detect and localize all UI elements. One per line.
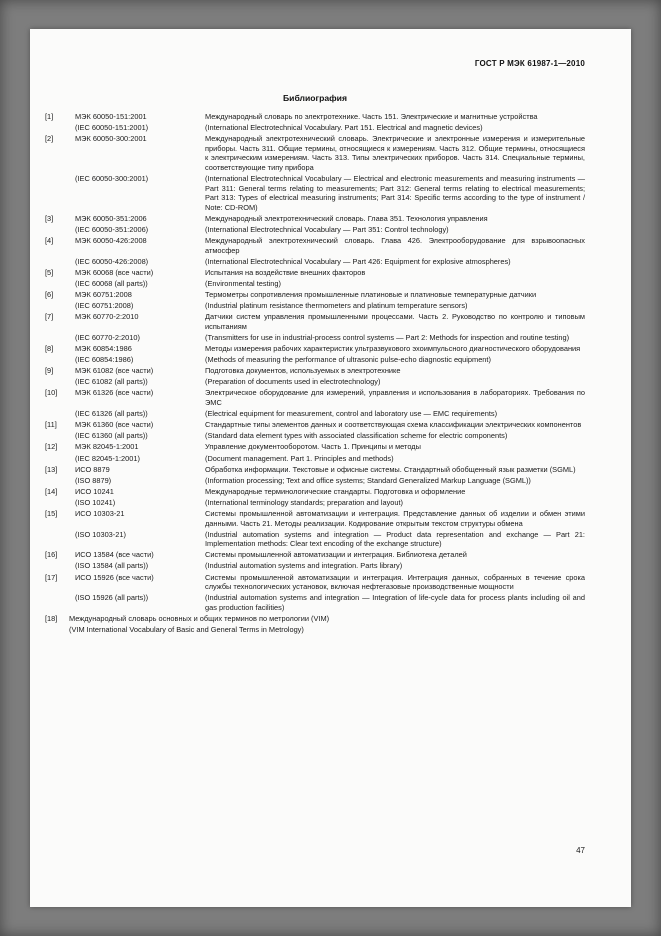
bibliography-row	[45, 312, 585, 331]
entry-text: (International Electrotechnical Vocabulary. Part 151. Electrical and magnetic devices)	[205, 123, 483, 133]
entry-number	[45, 454, 75, 464]
entry-code: МЭК 60050-151:2001	[75, 112, 147, 121]
entry-code: ИСО 10303-21	[75, 508, 125, 518]
entry-number	[45, 333, 75, 343]
bibliography-row	[45, 355, 585, 365]
entry-text: Электрическое оборудование для измерений, управления и использования в лабораториях. Требования по ЭМС	[205, 388, 585, 408]
bibliography-row	[45, 454, 585, 464]
bibliography-row	[45, 431, 585, 441]
entry-text: Международный электротехнический словарь. Электрические и электронные измерения и измерительные приборы. Часть 311. Общие термины, относящиеся к измерениям. Часть 312. Общие термины, относящиеся к электрическим измерениям. Часть 313. Типы электрических приборов. Часть 314. Специальные термины, соответствующие типу прибора	[205, 134, 585, 172]
entry-number: [6]	[45, 290, 54, 300]
entry-text: (Methods of measuring the performance of ultrasonic pulse-echo diagnostic equipment)	[205, 355, 491, 365]
bibliography-row	[45, 268, 585, 278]
entry-code: (ISO 10303-21)	[75, 529, 126, 539]
entry-code: ИСО 8879	[75, 464, 110, 474]
entry-text: (Electrical equipment for measurement, control and laboratory use — EMC requirements)	[205, 409, 498, 419]
entry-text: (Industrial platinum resistance thermometers and platinum temperature sensors)	[205, 301, 468, 311]
entry-number: [12]	[45, 442, 58, 452]
entry-number: [15]	[45, 508, 58, 518]
bibliography-row	[45, 112, 585, 122]
bibliography-row	[45, 509, 585, 528]
entry-number: [1]	[45, 112, 54, 121]
bibliography-row	[45, 174, 585, 212]
bibliography-row	[45, 420, 585, 430]
entry-text: Подготовка документов, используемых в электротехнике	[205, 366, 401, 376]
bibliography-row	[45, 236, 585, 255]
entry-text: Международный электротехнический словарь. Глава 426. Электрооборудование для взрывоопасных атмосфер	[205, 236, 585, 255]
entry-text: (Industrial automation systems and integration. Parts library)	[205, 561, 403, 571]
entry-text: Испытания на воздействие внешних факторов	[205, 267, 366, 277]
entry-code: МЭК 61082 (все части)	[75, 366, 154, 376]
bibliography-row	[45, 214, 585, 224]
bibliography-row	[45, 476, 585, 486]
bibliography-row	[45, 225, 585, 235]
entry-text: Управление документооборотом. Часть 1. Принципы и методы	[205, 442, 421, 452]
entry-number	[45, 377, 75, 387]
entry-text: Международные терминологические стандарты. Подготовка и оформление	[205, 486, 466, 496]
entry-number	[45, 301, 75, 311]
bibliography-row	[45, 530, 585, 549]
entry-number: [3]	[45, 213, 54, 223]
entry-number	[45, 257, 75, 267]
entry-text: Международный электротехнический словарь. Глава 351. Технология управления	[205, 213, 488, 223]
entry-text: Международный словарь по электротехнике. Часть 151. Электрические и магнитные устройства	[205, 112, 538, 121]
bibliography-row	[45, 593, 585, 612]
entry-number: [4]	[45, 236, 54, 246]
document-page	[30, 29, 631, 907]
bibliography-row	[45, 377, 585, 387]
entry-code: (ISO 8879)	[75, 475, 112, 485]
entry-text: Обработка информации. Текстовые и офисные системы. Стандартный обобщенный язык разметки (SGML)	[205, 464, 576, 474]
bibliography-row	[45, 301, 585, 311]
entry-code: (IEC 61326 (all parts))	[75, 409, 148, 419]
entry-text: (Information processing; Text and office systems; Standard Generalized Markup Language (SGML))	[205, 475, 531, 485]
entry-text: (International Electrotechnical Vocabulary — Part 351: Control technology)	[205, 225, 449, 235]
entry-number	[45, 476, 75, 486]
entry-code: (ISO 15926 (all parts))	[75, 593, 149, 603]
entry-text: (Transmitters for use in industrial-process control systems — Part 2: Methods for inspection and routine testing)	[205, 332, 570, 342]
entry-code: МЭК 60050-351:2006	[75, 213, 147, 223]
entry-text: (Industrial automation systems and integration — Product data representation and exchange — Part 21: Implementation methods: Clear text encoding of the exchange structure)	[205, 529, 585, 549]
entry-number	[45, 561, 75, 571]
entry-number: [7]	[45, 312, 54, 322]
entry-number: [10]	[45, 388, 58, 398]
entry-number	[45, 431, 75, 441]
entry-code: МЭК 60068 (все части)	[75, 267, 154, 277]
entry-text: (International Electrotechnical Vocabulary — Part 426: Equipment for explosive atmospheres)	[205, 256, 511, 266]
page-number: 47	[576, 846, 585, 855]
entry-code: ИСО 13584 (все части)	[75, 550, 154, 560]
entry-code: ИСО 10241	[75, 486, 114, 496]
entry-number	[45, 123, 75, 133]
entry-text: (Preparation of documents used in electrotechnology)	[205, 377, 381, 387]
bibliography-row	[45, 290, 585, 300]
entry-code: МЭК 60050-426:2008	[75, 236, 147, 246]
bibliography-row	[45, 257, 585, 267]
bibliography-row	[45, 409, 585, 419]
bibliography-row	[45, 388, 585, 407]
entry-text: (International Electrotechnical Vocabulary — Electrical and electronic measurements and measuring instruments — Part 311: General terms relating to measurements; Part 312: General terms relating to electrical measurements; Part 313: Types of electrical measuring instruments; Part 314: Specific terms according to the type of instrument / Note: CD-ROM)	[205, 174, 585, 212]
entry-number	[45, 174, 75, 212]
entry-code: (IEC 60050-351:2006)	[75, 225, 149, 235]
entry-text: Методы измерения рабочих характеристик ультразвукового эхоимпульсного диагностического оборудования	[205, 344, 581, 354]
entry-text: Системы промышленной автоматизации и интеграция. Представление данных об изделии и обмен этими данными. Часть 21. Методы реализации. Кодирование открытым текстом структуры обмена	[205, 508, 585, 528]
entry-code: (IEC 82045-1:2001)	[75, 453, 140, 463]
entry-number: [13]	[45, 464, 58, 474]
entry-code: (IEC 60050-151:2001)	[75, 123, 149, 133]
entry-text: (Document management. Part 1. Principles and methods)	[205, 453, 394, 463]
bibliography-row	[45, 487, 585, 497]
entry-number: [16]	[45, 550, 58, 560]
entry-number: [5]	[45, 267, 54, 277]
bibliography-row	[45, 344, 585, 354]
entry-number: [11]	[45, 420, 57, 430]
bibliography-row	[45, 123, 585, 133]
entry-code: (IEC 60770-2:2010)	[75, 332, 140, 342]
bibliography-row	[45, 134, 585, 172]
entry-code: МЭК 82045-1:2001	[75, 442, 139, 452]
entry-number: [17]	[45, 572, 58, 582]
bibliography-row	[45, 279, 585, 289]
bibliography-row	[45, 614, 585, 624]
entry-code: (ISO 13584 (all parts))	[75, 561, 149, 571]
entry-number	[45, 409, 75, 419]
entry-code: (IEC 60050-300:2001)	[75, 174, 149, 184]
standard-designation: ГОСТ Р МЭК 61987-1—2010	[474, 59, 585, 68]
entry-code: (ISO 10241)	[75, 497, 116, 507]
entry-number	[45, 355, 75, 365]
entry-code: (IEC 60068 (all parts))	[75, 279, 148, 288]
entry-text: Системы промышленной автоматизации и интеграция. Интеграция данных, собранных в течение срока службы технологических установок, включая нефтегазовые производственные мощности	[205, 572, 585, 592]
entry-text: Термометры сопротивления промышленные платиновые и платиновые температурные датчики	[205, 290, 537, 300]
entry-number: [9]	[45, 366, 54, 376]
entry-text: Международный словарь основных и общих терминов по метрологии (VIM)	[69, 613, 330, 623]
entry-code: (IEC 60751:2008)	[75, 301, 134, 311]
section-title: Библиография	[283, 93, 347, 103]
entry-code: МЭК 60854:1986	[75, 344, 132, 354]
entry-text: (Industrial automation systems and integration — Integration of life-cycle data for process plants including oil and gas production facilities)	[205, 593, 585, 612]
entry-text: Стандартные типы элементов данных и соответствующая схема классификации электрических компонентов	[205, 420, 582, 430]
entry-number	[45, 593, 75, 612]
entry-text: (Environmental testing)	[205, 279, 281, 288]
bibliography-row	[45, 465, 585, 475]
entry-code: ИСО 15926 (все части)	[75, 572, 154, 582]
entry-number	[45, 625, 69, 635]
entry-text: (Standard data element types with associated classification scheme for electric components)	[205, 431, 508, 441]
entry-number	[45, 530, 75, 549]
entry-code: МЭК 61360 (все части)	[75, 420, 154, 430]
entry-code: (IEC 60854:1986)	[75, 355, 134, 365]
entry-code: МЭК 60050-300:2001	[75, 134, 147, 144]
entry-code: (IEC 60050-426:2008)	[75, 256, 149, 266]
bibliography-row	[45, 442, 585, 452]
bibliography-row	[45, 573, 585, 592]
bibliography-row	[45, 550, 585, 560]
bibliography-list	[45, 112, 585, 635]
entry-text: (VIM International Vocabulary of Basic and General Terms in Metrology)	[69, 625, 304, 634]
bibliography-row	[45, 498, 585, 508]
entry-number: [14]	[45, 486, 58, 496]
bibliography-row	[45, 333, 585, 343]
entry-code: МЭК 60751:2008	[75, 290, 132, 300]
entry-number	[45, 225, 75, 235]
entry-code: МЭК 61326 (все части)	[75, 388, 154, 398]
entry-number: [8]	[45, 344, 54, 354]
bibliography-row	[45, 561, 585, 571]
entry-number	[45, 279, 75, 289]
entry-code: МЭК 60770-2:2010	[75, 312, 139, 322]
bibliography-row	[45, 625, 585, 635]
entry-number: [18]	[45, 613, 58, 623]
entry-code: (IEC 61082 (all parts))	[75, 377, 148, 387]
entry-text: Датчики систем управления промышленными процессами. Часть 2. Руководство по контролю и типовым испытаниям	[205, 312, 585, 331]
entry-text: Системы промышленной автоматизации и интеграция. Библиотека деталей	[205, 550, 467, 560]
entry-number	[45, 498, 75, 508]
entry-number: [2]	[45, 134, 54, 144]
bibliography-row	[45, 366, 585, 376]
entry-text: (International terminology standards; preparation and layout)	[205, 497, 404, 507]
entry-code: (IEC 61360 (all parts))	[75, 431, 148, 441]
